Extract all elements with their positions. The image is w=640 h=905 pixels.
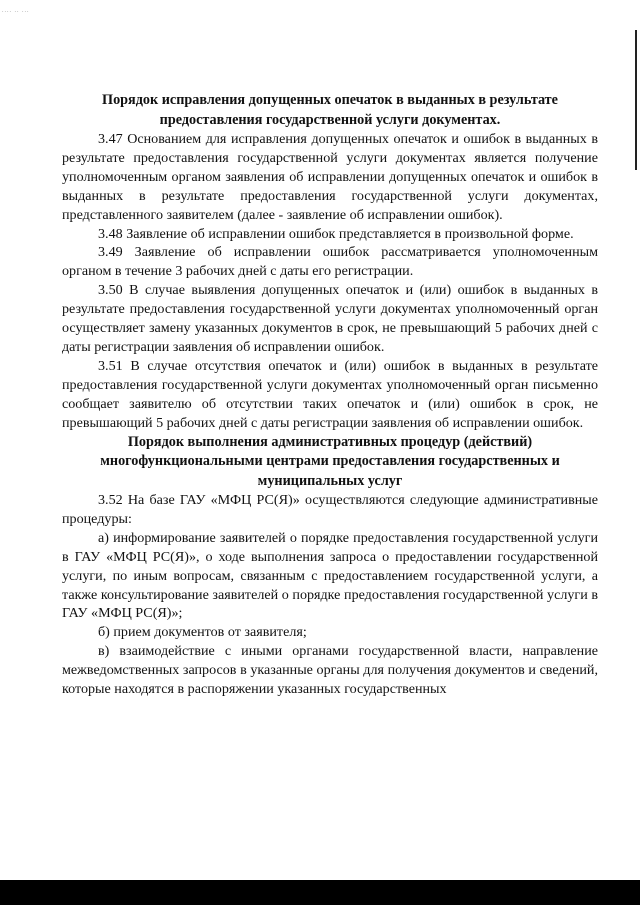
paragraph-3-49: 3.49 Заявление об исправлении ошибок рассматривается уполномоченным органом в течение 3 рабочих дней с даты его регистрации. [62, 244, 598, 280]
list-item-b: б) прием документов от заявителя; [98, 624, 307, 641]
scan-corner-mark: .... .. ... [2, 8, 30, 14]
scan-bottom-bar [0, 880, 640, 905]
section-title-corrections: Порядок исправления допущенных опечаток в выданных в результате предоставления государственной услуги документах. [102, 92, 558, 128]
list-item-a: а) информирование заявителей о порядке предоставления государственной услуги в ГАУ «МФЦ РС(Я)», о ходе выполнения запроса о предоставлении государственной услуги, по иным вопросам, связанным с предоставлением государственной услуги, а также консультирование заявителей о порядке предоставления государственной услуги в ГАУ «МФЦ РС(Я)»; [62, 529, 598, 622]
section-title-mfc-procedures: Порядок выполнения административных процедур (действий) многофункциональными центрами предоставления государственных и муниципальных услуг [100, 433, 560, 489]
paragraph-3-47: 3.47 Основанием для исправления допущенных опечаток и ошибок в выданных в результате предоставления государственной услуги документах является получение уполномоченным органом заявления об исправлении допущенных опечаток и ошибок в выданных в результате предоставления государственной услуги документах, представленного заявителем (далее - заявление об исправлении ошибок). [62, 131, 598, 223]
paragraph-3-51: 3.51 В случае отсутствия опечаток и (или) ошибок в выданных в результате предоставления государственной услуги документах уполномоченный орган письменно сообщает заявителю об отсутствии таких опечаток и (или) ошибок в срок, не превышающий 5 рабочих дней с даты регистрации заявления об исправлении ошибок. [62, 357, 598, 431]
paragraph-3-50: 3.50 В случае выявления допущенных опечаток и (или) ошибок в выданных в результате предоставления государственной услуги документах уполномоченный орган осуществляет замену указанных документов в срок, не превышающий 5 рабочих дней с даты регистрации заявления об исправлении ошибок. [62, 282, 598, 355]
paragraph-3-52: 3.52 На базе ГАУ «МФЦ РС(Я)» осуществляются следующие административные процедуры: [62, 492, 598, 527]
list-item-v: в) взаимодействие с иными органами государственной власти, направление межведомственных запросов в указанные органы для получения документов и сведений, которые находятся в распоряжении указанных государственных [62, 643, 598, 698]
paragraph-3-48: 3.48 Заявление об исправлении ошибок представляется в произвольной форме. [98, 225, 574, 242]
document-content [62, 91, 598, 699]
scan-edge-line [635, 30, 637, 170]
